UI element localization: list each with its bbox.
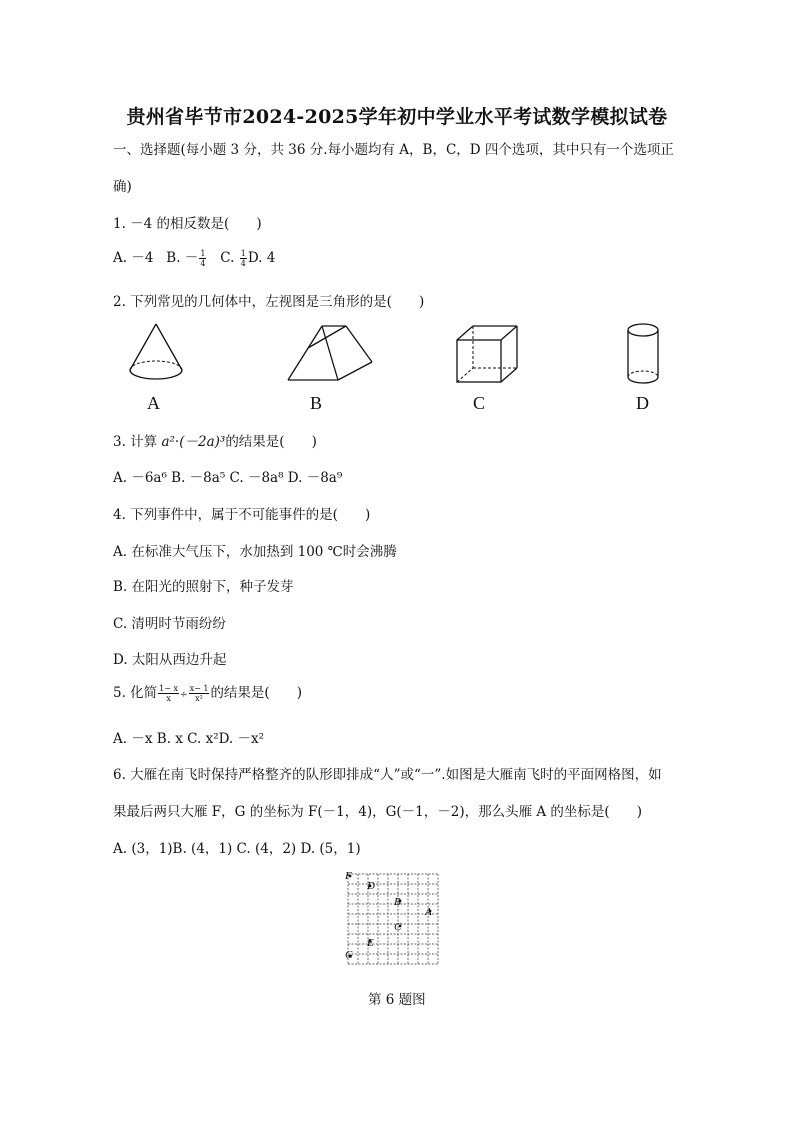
- grid-label-e: E: [367, 937, 374, 949]
- grid-label-a: A: [425, 906, 432, 918]
- q2-stem: 2. 下列常见的几何体中，左视图是三角形的是( ): [113, 294, 425, 310]
- grid-label-f: F: [345, 870, 352, 882]
- grid-label-b: B: [394, 896, 401, 908]
- shape-label-c: C: [473, 393, 486, 413]
- grid-label-g: G: [345, 949, 353, 961]
- q6-stem-line1: 6. 大雁在南飞时保持严格整齐的队形即排成“人”或“一”.如图是大雁南飞时的平面网格图，如: [113, 767, 662, 783]
- q6-options: A. (3，1)B. (4，1) C. (4，2) D. (5，1): [113, 841, 361, 857]
- q6-stem-line2: 果最后两只大雁 F，G 的坐标为 F(－1，4)，G(－1，－2)，那么头雁 A 的坐标是( ): [113, 804, 642, 820]
- q4-option-b: B. 在阳光的照射下，种子发芽: [113, 579, 294, 595]
- q6-caption: 第 6 题图: [368, 992, 426, 1008]
- shape-label-d: D: [636, 393, 649, 413]
- q5-stem: 5. 化简 $\frac{1- x}{x}$ ÷ $\frac{x- 1}{\text{x²}}$ 的结果是( ): [113, 684, 302, 703]
- prism-figure: [286, 322, 374, 384]
- grid-label-c: C: [394, 921, 402, 933]
- q1-option-c-fraction: $\frac{1}{4}$: [240, 249, 246, 268]
- cone-figure: [128, 322, 184, 384]
- q1-option-d: D. 4: [247, 250, 276, 266]
- page-title: 贵州省毕节市2024-2025学年初中学业水平考试数学模拟试卷: [126, 106, 668, 128]
- q3-stem: 3. 计算 a²·(－2a)³的结果是( ): [113, 434, 317, 450]
- q5-options: A. －x B. x C. x²D. －x²: [113, 731, 265, 747]
- q3-expression: a²·(－2a)³: [161, 434, 226, 450]
- q5-fraction-2: $\frac{x- 1}{\text{x²}}$: [189, 684, 209, 703]
- shape-label-b: B: [310, 393, 323, 413]
- q1-option-a: A. －4: [113, 250, 154, 266]
- q1-option-b-fraction: $\frac{1}{4}$: [200, 249, 206, 268]
- q3-options: A. －6a⁶ B. －8a⁵ C. －8a⁸ D. －8a⁹: [113, 470, 343, 486]
- q4-stem: 4. 下列事件中，属于不可能事件的是( ): [113, 507, 371, 523]
- section-heading-line1: 一、选择题(每小题 3 分，共 36 分.每小题均有 A，B，C，D 四个选项，其中只有一个选项正: [113, 142, 674, 158]
- q4-option-d: D. 太阳从西边升起: [113, 652, 227, 668]
- section-heading-line2: 确): [113, 179, 132, 195]
- q6-grid-figure: [346, 872, 446, 972]
- cube-figure: [455, 324, 521, 384]
- q1-options: [113, 246, 275, 268]
- q4-option-a: A. 在标准大气压下，水加热到 100 ℃时会沸腾: [113, 544, 397, 560]
- q4-option-c: C. 清明时节雨纷纷: [113, 616, 226, 632]
- grid-label-d: D: [367, 880, 375, 892]
- q1-option-b-prefix: B. －: [166, 250, 199, 266]
- q1-option-c-prefix: C.: [220, 250, 239, 266]
- q1-stem: 1. －4 的相反数是( ): [113, 216, 262, 232]
- shape-label-a: A: [147, 393, 160, 413]
- q5-fraction-1: $\frac{1- x}{x}$: [159, 684, 179, 703]
- cylinder-figure: [626, 322, 660, 386]
